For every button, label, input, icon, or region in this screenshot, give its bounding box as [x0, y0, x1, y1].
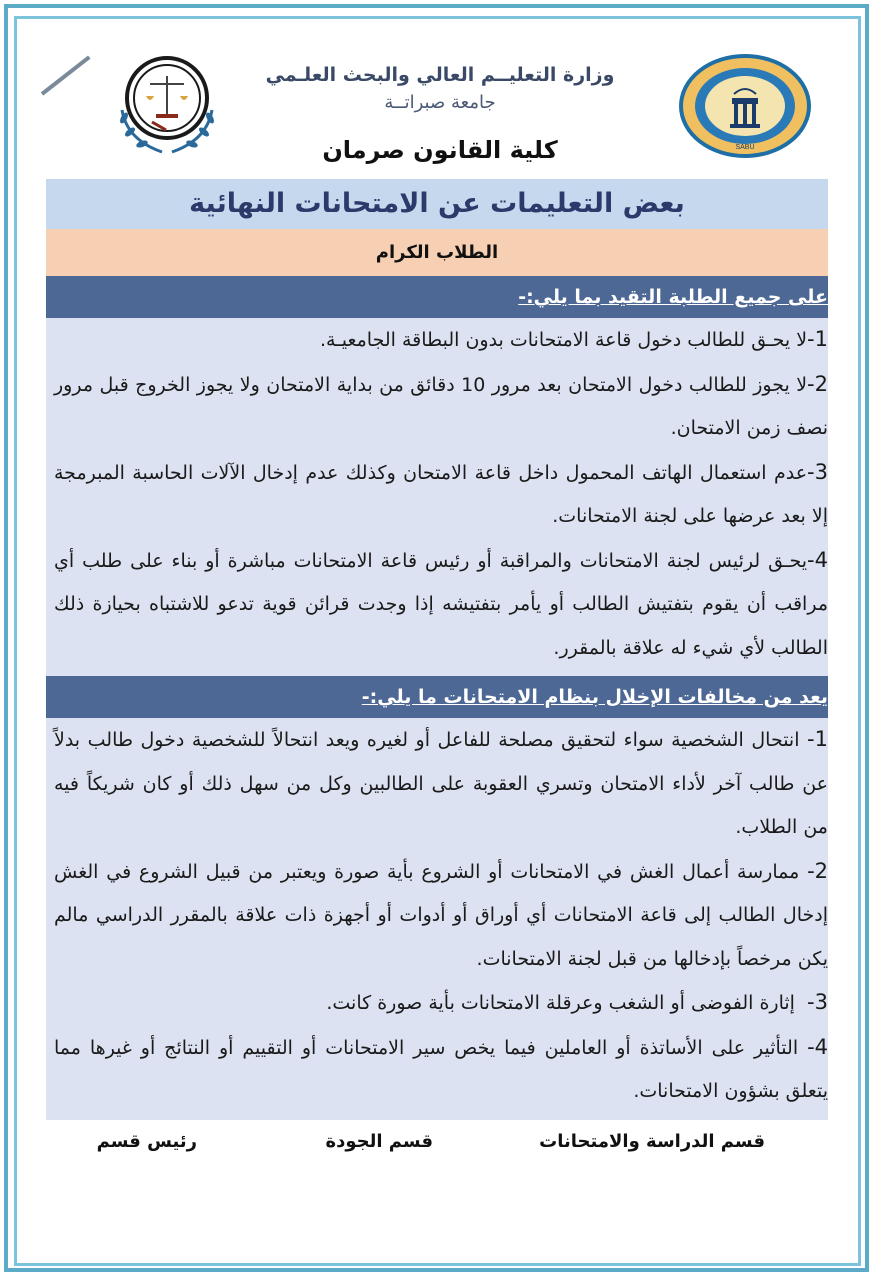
section1-heading: على جميع الطلبة التقيد بما يلي:-: [518, 286, 828, 308]
list-item: [54, 850, 828, 982]
faculty-of-law-logo: [102, 40, 232, 160]
list-item: [54, 1026, 828, 1114]
item-number: 1-: [807, 727, 828, 751]
item-text: التأثير على الأساتذة أو العاملين فيما يخص سير الامتحانات أو التقييم أو النتائج أو غيرها مما يتعلق بشؤون الامتحانات.: [54, 1036, 828, 1102]
footer-studies-exams: قسم الدراسة والامتحانات: [539, 1131, 765, 1152]
list-item: [54, 318, 828, 363]
item-text: عدم استعمال الهاتف المحمول داخل قاعة الامتحان وكذلك عدم إدخال الآلات الحاسبة المبرمجة إلا بعد عرضها على لجنة الامتحانات.: [54, 461, 828, 527]
footer-quality: قسم الجودة: [325, 1131, 433, 1152]
university-name: جامعة صبراتــة: [384, 92, 496, 113]
item-text: ممارسة أعمال الغش في الامتحانات أو الشروع بأية صورة ويعتبر من قبيل الشروع في الغش إدخال الطالب إلى قاعة الامتحانات أي أوراق أو أدوات أو أجهزة ذات علاقة بالمقرر الدراسي مالم يكن مرخصاً بإدخالها من قبل لجنة الامتحانات.: [54, 860, 828, 970]
item-number: 3-: [807, 990, 828, 1014]
list-item: [54, 718, 828, 850]
list-item: [54, 451, 828, 539]
item-text: لا يحـق للطالب دخول قاعة الامتحانات بدون البطاقة الجامعيـة.: [319, 329, 808, 351]
item-text: إثارة الفوضى أو الشغب وعرقلة الامتحانات بأية صورة كانت.: [326, 992, 795, 1014]
section2-heading-band: [46, 676, 828, 718]
greeting: الطلاب الكرام: [375, 242, 499, 263]
page-title: بعض التعليمات عن الامتحانات النهائية: [189, 188, 685, 219]
item-text: يحـق لرئيس لجنة الامتحانات والمراقبة أو رئيس قاعة الامتحانات مباشرة أو بناء على طلب أي مراقب أن يقوم بتفتيش الطالب أو يأمر بتفتيشه إذا وجدت قرائن قوية تدعو للاشتباه بحيازة ذلك الطالب لأي شيء له علاقة بالمقرر.: [54, 549, 828, 659]
section2-body: [46, 718, 828, 1120]
item-number: 2-: [807, 858, 829, 883]
footer-head: رئيس قسم: [96, 1131, 197, 1152]
section2-heading: يعد من مخالفات الإخلال بنظام الامتحانات ما يلي:-: [361, 686, 828, 708]
college-name: كلية القانون صرمان: [322, 136, 558, 164]
list-item: [54, 363, 828, 451]
item-text: انتحال الشخصية سواء لتحقيق مصلحة للفاعل أو لغيره ويعد انتحالاً للشخصية دخول طالب بدلاً عن طالب آخر لأداء الامتحان وتسري العقوبة على الطالبين وكل من سهل ذلك أو كان شريكاً فيه من الطلاب.: [54, 729, 828, 838]
greeting-band: [46, 229, 828, 276]
item-number: 2-: [807, 371, 828, 396]
item-number: 1-: [807, 327, 828, 351]
item-number: 3-: [807, 459, 828, 484]
item-number: 4-: [807, 1034, 829, 1059]
sabratha-university-logo: [676, 54, 814, 158]
list-item: [54, 539, 828, 671]
sabu-abbr: SABU: [735, 144, 755, 151]
ministry-name: وزارة التعليــم العالي والبحث العلـمي: [265, 64, 615, 86]
section1-heading-band: [46, 276, 828, 318]
item-number: 4-: [807, 547, 828, 572]
list-item: [54, 981, 828, 1026]
section1-body: [46, 318, 828, 676]
title-band: [46, 179, 828, 229]
item-text: لا يجوز للطالب دخول الامتحان بعد مرور 10 دقائق من بداية الامتحان ولا يجوز الخروج قبل مرور نصف زمن الامتحان.: [54, 373, 828, 439]
